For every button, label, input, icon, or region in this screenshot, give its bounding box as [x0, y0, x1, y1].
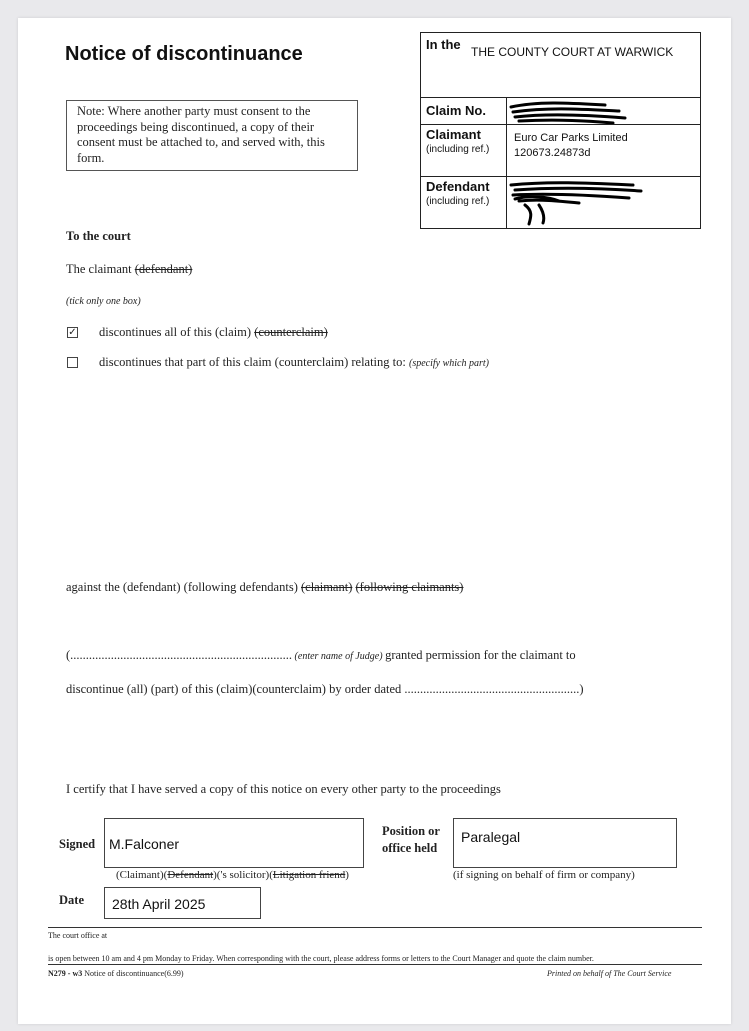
struck-counterclaim: (counterclaim) — [254, 325, 328, 339]
claimant-name: Euro Car Parks Limited — [514, 132, 628, 144]
date-label: Date — [59, 893, 84, 907]
option-part-hint: (specify which part) — [408, 358, 489, 369]
divider — [421, 176, 700, 177]
court-name: THE COUNTY COURT AT WARWICK — [471, 45, 674, 59]
claimant-line — [66, 262, 192, 277]
judge-permission-text: granted permission for the claimant to — [385, 648, 576, 662]
discontinue-part-checkbox[interactable] — [67, 357, 78, 368]
court-details-box — [420, 32, 701, 229]
claimant-label: Claimant — [426, 127, 481, 142]
position-label-line2: office held — [382, 841, 438, 855]
consent-note: Note: Where another party must consent to the proceedings being discontinued, a copy of their consent must be attached to, and served with, this form. — [66, 100, 358, 171]
judge-dots: (....................................................................... — [66, 648, 293, 662]
court-office-text: The court office at — [48, 931, 108, 940]
judge-line-1 — [66, 648, 576, 663]
judge-hint: (enter name of Judge) — [292, 651, 386, 662]
divider — [421, 124, 700, 125]
defendant-label: Defendant — [426, 179, 490, 194]
role-text-c: ) — [345, 869, 349, 881]
to-the-court-heading: To the court — [66, 229, 131, 243]
role-text-a: (Claimant)( — [116, 869, 168, 881]
struck-defendant: (defendant) — [134, 262, 193, 276]
struck-defendant-role: Defendant — [167, 869, 214, 881]
firm-hint: (if signing on behalf of firm or company) — [453, 869, 635, 881]
struck-litigation-friend: Litigation friend — [272, 869, 346, 881]
tick-hint: (tick only one box) — [66, 296, 141, 307]
discontinue-all-checkbox[interactable]: ✓ — [68, 327, 77, 338]
form-name: Notice of discontinuance(6.99) — [84, 969, 184, 978]
date-field[interactable]: 28th April 2025 — [104, 887, 261, 919]
printed-by: Printed on behalf of The Court Service — [547, 969, 672, 978]
claim-no-label: Claim No. — [426, 103, 486, 118]
against-line — [66, 580, 463, 595]
defendant-sub-label: (including ref.) — [426, 196, 490, 207]
certify-statement: I certify that I have served a copy of this notice on every other party to the proceedings — [66, 782, 501, 796]
signed-label: Signed — [59, 837, 96, 851]
divider — [506, 97, 507, 229]
office-hours-text: is open between 10 am and 4 pm Monday to Friday. When corresponding with the court, please address forms or letters to the Court Manager and quote the claim number. — [48, 954, 702, 965]
form-page — [18, 18, 731, 1024]
claimant-sub-label: (including ref.) — [426, 144, 490, 155]
option-all-line — [99, 325, 328, 340]
struck-following-claimants: (following claimants) — [355, 580, 464, 594]
footer-divider — [48, 927, 702, 928]
signed-field[interactable]: M.Falconer — [104, 818, 364, 868]
claimant-prefix: The claimant — [66, 262, 135, 276]
form-code-line — [48, 969, 184, 978]
redaction-scribble — [509, 99, 629, 125]
judge-line-2: discontinue (all) (part) of this (claim)(counterclaim) by order dated ........................................................) — [66, 682, 584, 696]
claimant-ref: 120673.24873d — [514, 147, 591, 159]
position-field[interactable]: Paralegal — [453, 818, 677, 868]
option-part-line — [99, 355, 489, 370]
divider — [421, 97, 700, 98]
role-text-b: )('s solicitor)( — [213, 869, 273, 881]
struck-claimant: (claimant) — [301, 580, 353, 594]
form-code: N279 - w3 — [48, 969, 83, 978]
against-text: against the (defendant) (following defendants) — [66, 580, 301, 594]
redaction-scribble — [509, 179, 649, 227]
signer-role-line — [116, 869, 349, 881]
in-the-label: In the — [426, 37, 461, 52]
option-part-text: discontinues that part of this claim (counterclaim) relating to: — [99, 355, 409, 369]
position-label-line1: Position or — [382, 824, 440, 838]
position-label — [382, 823, 440, 857]
option-all-text: discontinues all of this (claim) — [99, 325, 255, 339]
form-title: Notice of discontinuance — [65, 43, 303, 65]
